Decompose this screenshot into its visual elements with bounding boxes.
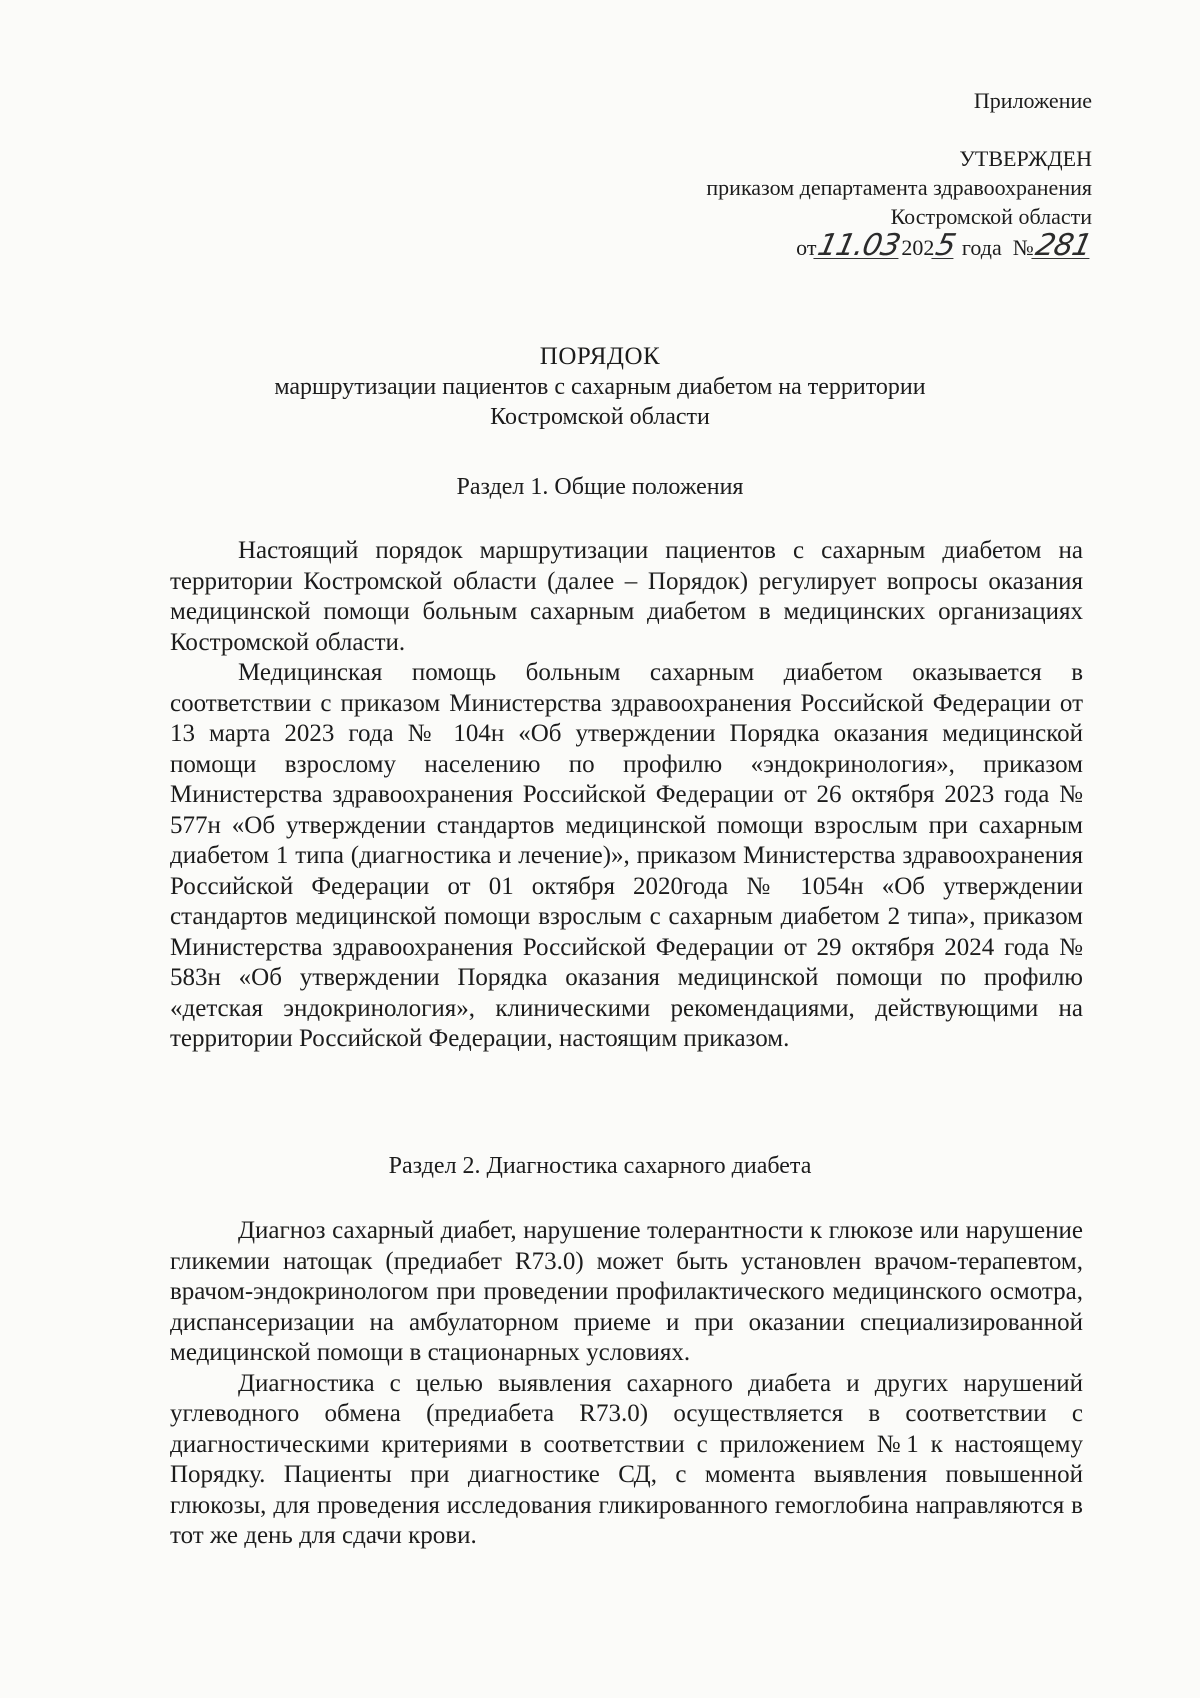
handwritten-order-number: 281 <box>1032 228 1094 263</box>
year-printed: 202 <box>901 235 935 260</box>
paragraph: Настоящий порядок маршрутизации пациентов с сахарным диабетом на территории Костромской области (далее – Порядок) регулирует вопросы оказания медицинской помощи больным сахарным диабетом в медицинских организациях Костромской области. <box>170 537 1083 656</box>
paragraph: Медицинская помощь больным сахарным диабетом оказывается в соответствии с приказом Министерства здравоохранения Российской Федерации от 13 марта 2023 года № 104н «Об утверждении Порядка оказания медицинской помощи взрослому населению по профилю «эндокринология», приказом Министерства здравоохранения Российской Федерации от 26 октября 2023 года № 577н «Об утверждении стандартов медицинской помощи взрослым при сахарным диабетом 1 типа (диагностика и лечение)», приказом Министерства здравоохранения Российской Федерации от 01 октября 2020года № 1054н «Об утверждении стандартов медицинской помощи взрослым с сахарным диабетом 2 типа», приказом Министерства здравоохранения Российской Федерации от 29 октября 2024 года № 583н «Об утверждении Порядка оказания медицинской помощи по профилю «детская эндокринология», клиническими рекомендациями, действующими на территории Российской Федерации, настоящим приказом. <box>170 659 1083 1052</box>
order-date-line <box>706 228 1094 263</box>
document-title: ПОРЯДОК <box>539 343 661 370</box>
approving-region: Костромской области <box>890 204 1092 229</box>
year-suffix: года <box>961 235 1002 260</box>
document-subtitle-line-2: Костромской области <box>490 404 710 430</box>
section-2-heading: Раздел 2. Диагностика сахарного диабета <box>388 1153 812 1179</box>
approved-label: УТВЕРЖДЕН <box>959 146 1092 171</box>
paragraph: Диагноз сахарный диабет, нарушение толерантности к глюкозе или нарушение гликемии натощак (предиабет R73.0) может быть установлен врачом-терапевтом, врачом-эндокринологом при проведении профилактического медицинского осмотра, диспансеризации на амбулаторном приеме и при оказании специализированной медицинской помощи в стационарных условиях. <box>170 1217 1083 1366</box>
approving-authority: приказом департамента здравоохранения <box>706 175 1092 200</box>
number-label: № <box>1012 235 1034 260</box>
section-1-body <box>170 536 1083 1055</box>
date-prefix: от <box>796 235 817 260</box>
annex-label: Приложение <box>973 88 1092 113</box>
handwritten-year-digit: 5 <box>932 228 959 263</box>
section-2-body <box>170 1216 1083 1552</box>
document-title-block <box>150 342 1050 432</box>
handwritten-date: 11.03 <box>814 228 904 263</box>
approval-block <box>706 86 1092 262</box>
document-subtitle-line-1: маршрутизации пациентов с сахарным диабетом на территории <box>274 374 926 400</box>
paragraph: Диагностика с целью выявления сахарного диабета и других нарушений углеводного обмена (предиабета R73.0) осуществляется в соответствии с диагностическими критериями в соответствии с приложением №1 к настоящему Порядку. Пациенты при диагностике СД, с момента выявления повышенной глюкозы, для проведения исследования гликированного гемоглобина направляются в тот же день для сдачи крови. <box>170 1369 1083 1549</box>
section-1-heading: Раздел 1. Общие положения <box>456 474 744 500</box>
